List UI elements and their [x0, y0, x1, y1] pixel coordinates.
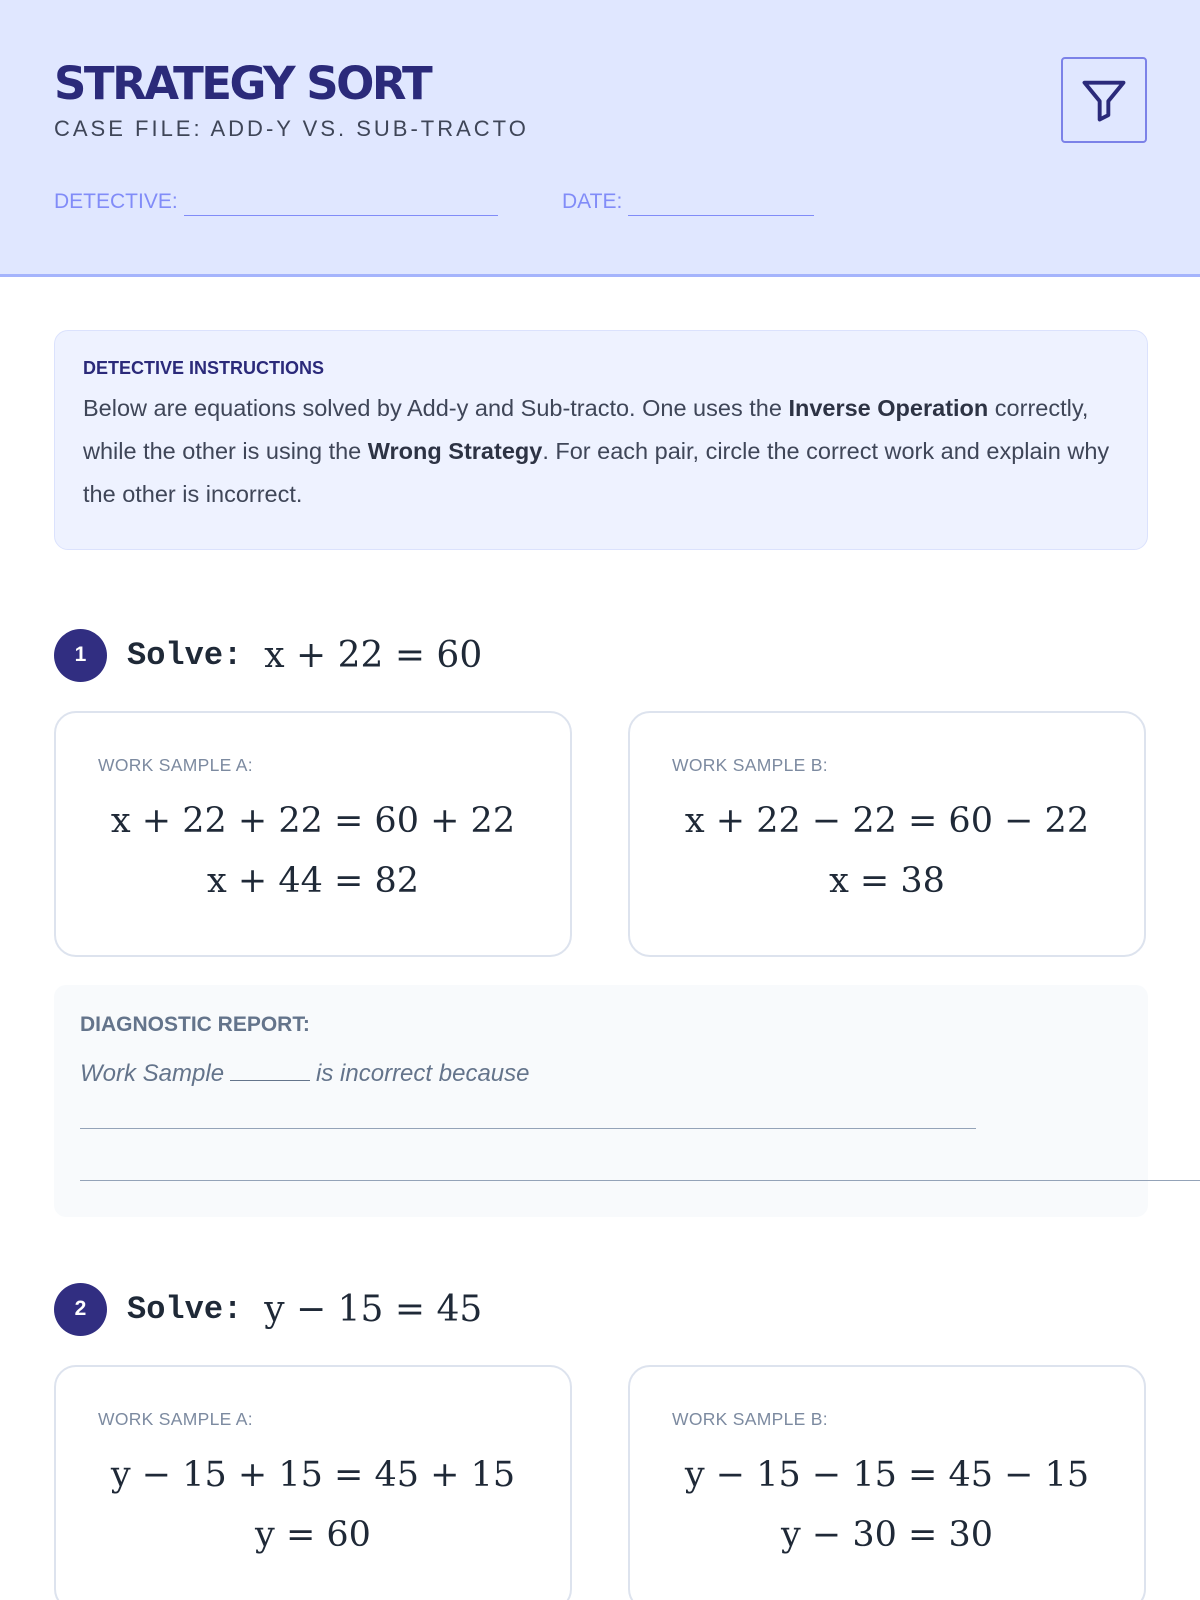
problem-equation: x + 22 = 60 [264, 634, 483, 676]
instructions-text-part: . For each pair, circle the correct work and explain why the other is incorrect. [83, 438, 1110, 507]
worksheet-header [0, 0, 1200, 277]
work-step: y − 15 − 15 = 45 − 15 [684, 1455, 1090, 1495]
detective-label: DETECTIVE: [54, 190, 178, 213]
report-prompt [80, 1060, 529, 1088]
date-blank[interactable] [628, 194, 814, 216]
answer-line[interactable] [80, 1128, 976, 1129]
work-step: x + 22 + 22 = 60 + 22 [110, 801, 516, 841]
work-sample-label: WORK SAMPLE B: [672, 1409, 828, 1429]
work-sample-a-card[interactable] [54, 711, 572, 957]
answer-line[interactable] [80, 1180, 1200, 1181]
work-sample-label: WORK SAMPLE A: [98, 755, 253, 775]
detective-field [54, 188, 498, 216]
work-step: x + 44 = 82 [207, 861, 419, 901]
instructions-text [83, 387, 1119, 516]
report-prompt-start: Work Sample [80, 1060, 225, 1087]
instructions-box [54, 330, 1148, 550]
work-step: y = 60 [255, 1515, 371, 1555]
detective-blank[interactable] [184, 194, 498, 216]
wrong-strategy-term: Wrong Strategy [367, 438, 543, 464]
work-sample-label: WORK SAMPLE A: [98, 1409, 253, 1429]
instructions-text-part: Below are equations solved by Add-y and Sub-tracto. One uses the [83, 395, 789, 421]
work-step: x + 22 − 22 = 60 − 22 [684, 801, 1090, 841]
work-sample-b-card[interactable] [628, 711, 1146, 957]
report-prompt-end: is incorrect because [316, 1060, 530, 1087]
work-sample-b-card[interactable] [628, 1365, 1146, 1600]
problem-number-badge: 1 [54, 629, 107, 682]
instructions-text-part: correctly, while the other is using the [83, 395, 1089, 464]
instructions-heading: DETECTIVE INSTRUCTIONS [83, 358, 325, 378]
problem-number-badge: 2 [54, 1283, 107, 1336]
solve-label: Solve: [127, 1290, 243, 1328]
solve-label: Solve: [127, 636, 243, 674]
work-step: x = 38 [829, 861, 945, 901]
page-title: STRATEGY SORT [54, 57, 431, 110]
report-heading: DIAGNOSTIC REPORT: [80, 1013, 310, 1036]
problem-1-heading [54, 628, 482, 682]
date-label: DATE: [562, 190, 623, 213]
work-sample-label: WORK SAMPLE B: [672, 755, 828, 775]
work-step: y − 30 = 30 [781, 1515, 993, 1555]
work-sample-a-card[interactable] [54, 1365, 572, 1600]
case-file-subtitle: CASE FILE: ADD-Y VS. SUB-TRACTO [54, 116, 529, 141]
problem-2-heading [54, 1282, 482, 1336]
filter-button[interactable] [1061, 57, 1147, 143]
work-step: y − 15 + 15 = 45 + 15 [110, 1455, 516, 1495]
date-field [562, 188, 814, 216]
diagnostic-report [54, 985, 1148, 1217]
inverse-operation-term: Inverse Operation [788, 395, 989, 421]
filter-icon [1078, 74, 1130, 126]
problem-equation: y − 15 = 45 [264, 1288, 483, 1330]
sample-letter-blank[interactable] [230, 1061, 310, 1081]
